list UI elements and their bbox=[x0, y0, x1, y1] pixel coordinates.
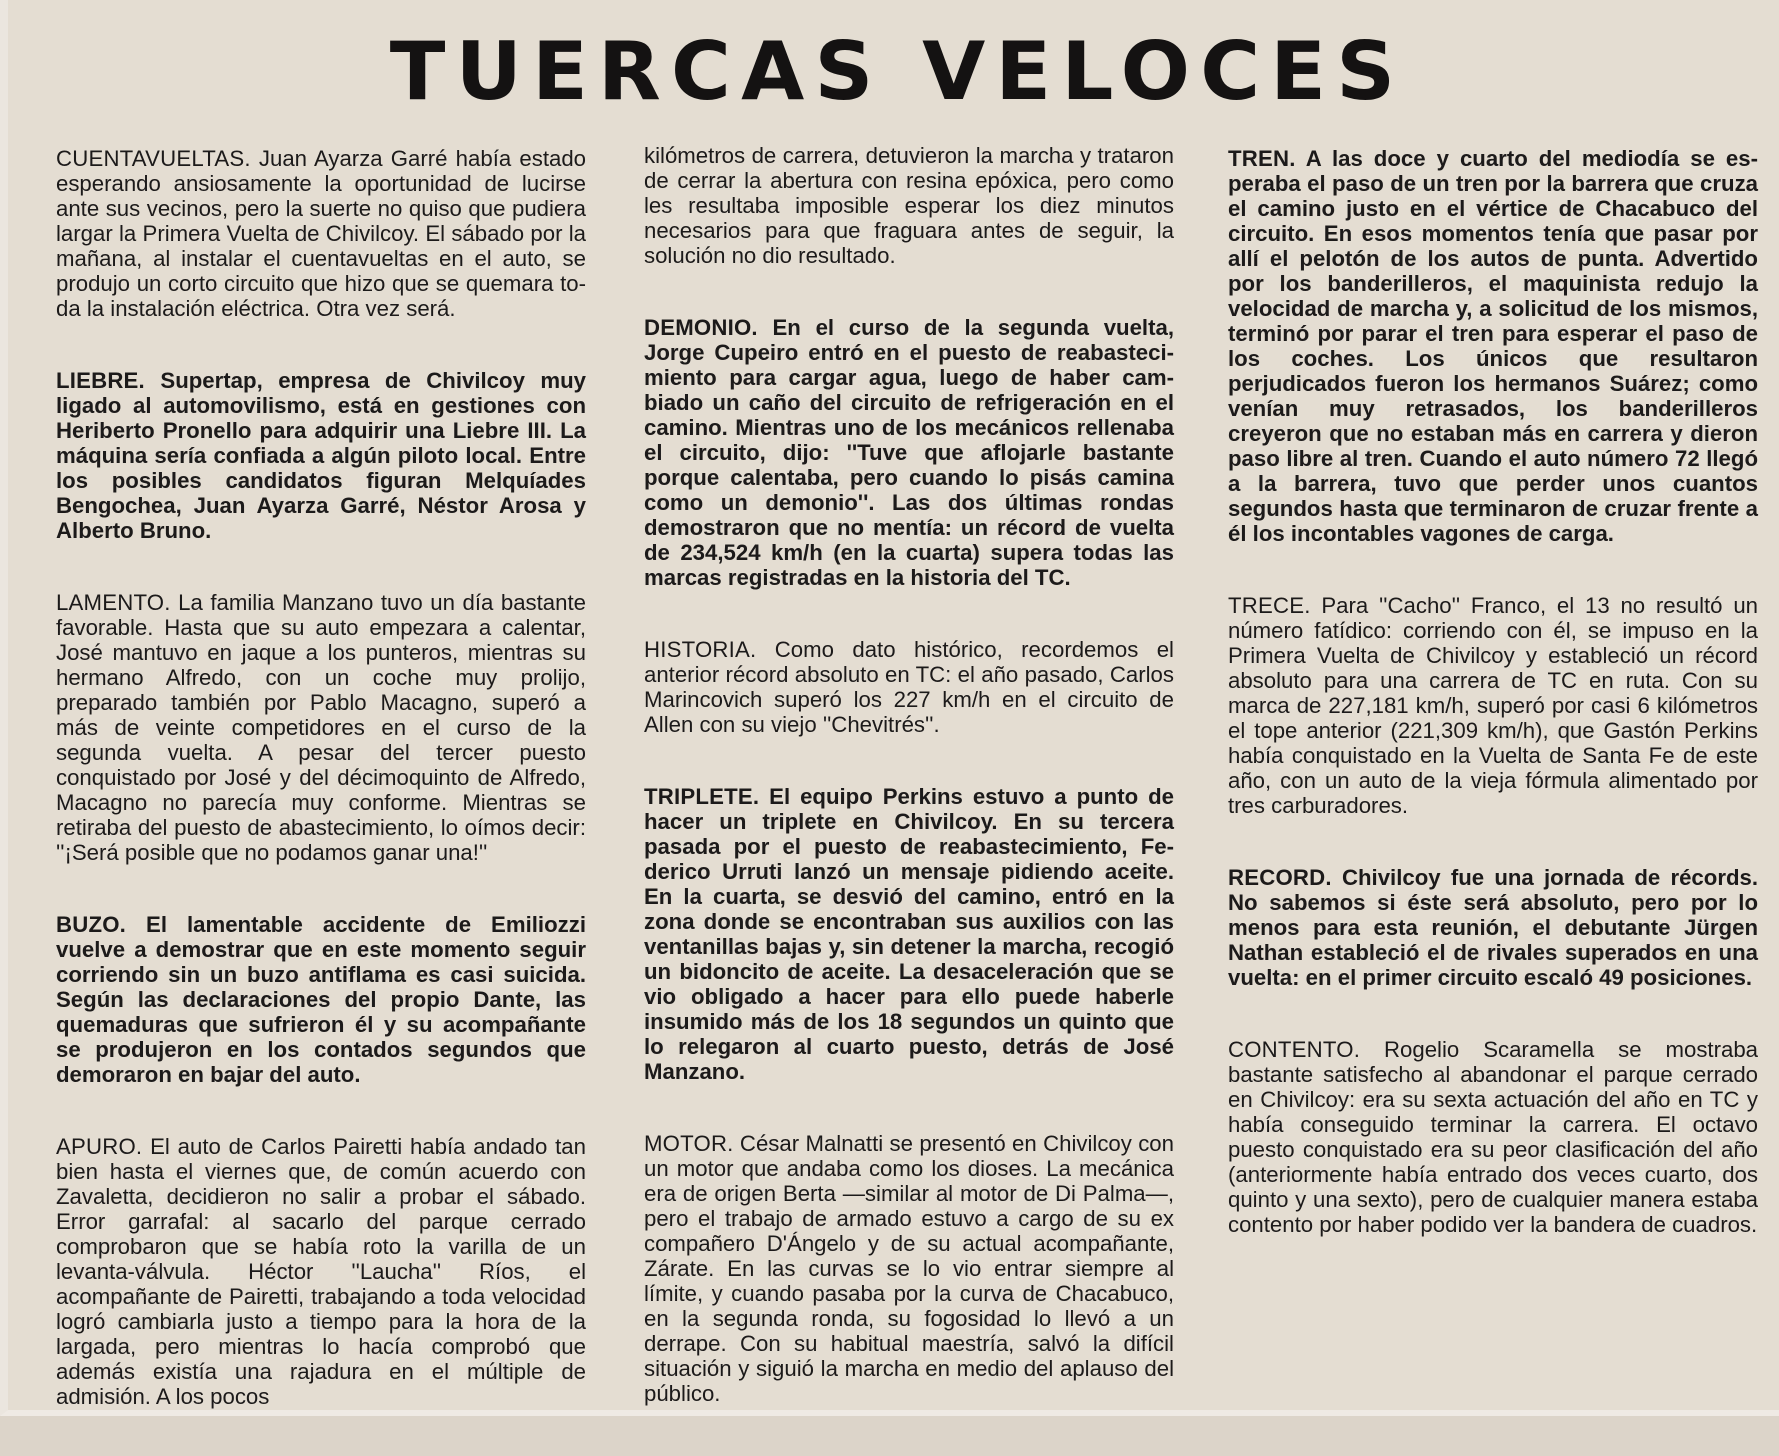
article-keyword: CUENTAVUELTAS. bbox=[56, 146, 251, 171]
article-text: Para ''Cacho'' Franco, el 13 no resultó un número fatídico: corriendo con él, se impuso en la Primera Vuelta de Chivilcoy y estableció un récord absoluto para una carrera de TC en ruta. Con su marca de 227,181 km/h, superó por casi 6 kilómetros el tope anterior (221,309 km/h), que Gastón Perkins había conquistado en la Vuelta de Santa Fe de este año, con un auto de la vieja fórmula alimentado por tres carburadores. bbox=[1228, 593, 1758, 818]
article-item bbox=[1228, 1037, 1758, 1237]
article-text: La familia Manzano tuvo un día bastante favorable. Hasta que su auto empezara a calentar, José mantuvo en jaque a los punteros, mientras su hermano Alfredo, con un coche muy prolijo, preparado también por Pablo Macagno, superó a más de veinte competidores en el curso de la segunda vuelta. A pesar del tercer puesto conquistado por José y del décimoquinto de Alfredo, Macagno no parecía muy conforme. Mientras se retiraba del puesto de abastecimiento, lo oímos decir: ''¡Será posible que no podamos ganar una!'' bbox=[56, 590, 586, 865]
article-keyword: LAMENTO. bbox=[56, 590, 171, 615]
column-1 bbox=[56, 146, 586, 1456]
article-keyword: BUZO. bbox=[56, 912, 127, 937]
article-text: El auto de Carlos Pairetti había andado tan bien hasta el viernes que, de común acuerdo con Zavaletta, decidieron no salir a probar el sábado. Error garrafal: al sacarlo del parque cerrado comprobaron que se había roto la varilla de un levanta-válvula. Héctor ''Laucha'' Ríos, el acompañante de Pairetti, trabajando a toda velocidad logró cambiarla justo a tiempo para la hora de la largada, pero mientras lo hacía comprobó que además existía una rajadura en el múltiple de admisión. A los pocos bbox=[56, 1134, 586, 1409]
article-keyword: LIEBRE. bbox=[56, 368, 145, 393]
article-text: Rogelio Scaramella se mostraba bastante satisfecho al abandonar el parque cerrado en Chivilcoy: era su sexta actuación del año en TC y había conseguido terminar la carrera. El octavo puesto conquistado era su peor clasificación del año (anteriormente había entrado dos veces cuarto, dos quinto y una sexto), pero de cualquier manera estaba contento por haber podido ver la bandera de cuadros. bbox=[1228, 1037, 1758, 1237]
article-item bbox=[644, 637, 1174, 737]
article-item bbox=[644, 143, 1174, 268]
column-3 bbox=[1228, 146, 1758, 1284]
column-2 bbox=[644, 143, 1174, 1453]
article-text: A las doce y cuarto del mediodía se esperaba el paso de un tren por la barrera que cruza el camino justo en el vértice de Chacabuco del circuito. En esos momentos tenía que pasar por allí el pelotón de los autos de punta. Advertido por los banderilleros, el maquinista redujo la velocidad de marcha y, a solicitud de los mismos, terminó por parar el tren para esperar el paso de los coches. Los únicos que resultaron perjudicados fueron los hermanos Suárez; como venían muy retrasados, los banderilleros creyeron que no estaban más en carrera y dieron paso libre al tren. Cuando el auto número 72 llegó a la barrera, tuvo que perder unos cuantos segundos hasta que terminaron de cruzar frente a él los incontables vagones de carga. bbox=[1228, 146, 1758, 546]
article-text: Como dato histórico, recordemos el anterior récord absoluto en TC: el año pasado, Carlos Marincovich superó los 227 km/h en el circuito de Allen con su viejo ''Chevitrés''. bbox=[644, 637, 1174, 737]
article-item bbox=[56, 1134, 586, 1409]
article-keyword: RECORD. bbox=[1228, 865, 1332, 890]
article-item bbox=[56, 590, 586, 865]
article-item bbox=[1228, 593, 1758, 818]
article-item bbox=[644, 315, 1174, 590]
article-keyword: APURO. bbox=[56, 1134, 143, 1159]
article-keyword: TRIPLETE. bbox=[644, 784, 760, 809]
article-item bbox=[644, 1131, 1174, 1406]
article-text: El lamentable accidente de Emiliozzi vuelve a demostrar que en este momento seguir corriendo sin un buzo antiflama es casi suicida. Según las declaraciones del propio Dante, las quemaduras que sufrieron él y su acompañante se produjeron en los contados segundos que demoraron en bajar del auto. bbox=[56, 912, 586, 1087]
article-item bbox=[1228, 146, 1758, 546]
article-keyword: MOTOR. bbox=[644, 1131, 734, 1156]
article-keyword: TREN. bbox=[1228, 146, 1296, 171]
article-text: Juan Ayarza Garré había estado esperando ansiosamente la oportunidad de lucirse ante sus vecinos, pero la suerte no quiso que pudiera largar la Primera Vuelta de Chivilcoy. El sábado por la mañana, al instalar el cuentavueltas en el auto, se produjo un corto circuito que hizo que se quemara toda la instalación eléctrica. Otra vez será. bbox=[56, 146, 586, 321]
article-text: kilómetros de carrera, detuvieron la marcha y trataron de cerrar la abertura con resina epóxica, pero como les resultaba imposible esperar los diez minutos necesarios para que fraguara antes de seguir, la solución no dio resultado. bbox=[644, 143, 1174, 268]
article-item bbox=[644, 784, 1174, 1084]
article-item bbox=[56, 146, 586, 321]
article-keyword: CONTENTO. bbox=[1228, 1037, 1361, 1062]
article-item bbox=[56, 368, 586, 543]
article-text: El equipo Perkins estuvo a punto de hacer un triplete en Chivilcoy. En su tercera pasada por el puesto de reabastecimiento, Federico Urruti lanzó un mensaje pidiendo aceite. En la cuarta, se desvió del camino, entró en la zona donde se encontraban sus auxilios con las ventanillas bajas y, sin detener la marcha, recogió un bidoncito de aceite. La desaceleración que se vio obligado a hacer para ello puede haberle insumido más de los 18 segundos un quinto que lo relegaron al cuarto puesto, detrás de José Manzano. bbox=[644, 784, 1175, 1084]
article-text: Chivilcoy fue una jornada de récords. No sabemos si éste será absoluto, pero por lo menos para esta reunión, el debutante Jürgen Nathan estableció el de rivales superados en una vuelta: en el primer circuito escaló 49 posiciones. bbox=[1228, 865, 1759, 990]
article-keyword: HISTORIA. bbox=[644, 637, 757, 662]
article-keyword: TRECE. bbox=[1228, 593, 1311, 618]
article-item bbox=[1228, 865, 1758, 990]
article-text: César Malnatti se presentó en Chivilcoy con un motor que andaba como los dioses. La mecánica era de origen Berta —similar al motor de Di Palma—, pero el trabajo de armado estuvo a cargo de su ex compañero D'Ángelo y de su actual acompañante, Zárate. En las curvas se lo vio entrar siempre al límite, y cuando pasaba por la curva de Chacabuco, en la segunda ronda, su fogosidad lo llevó a un derrape. Con su habitual maestría, salvó la difícil situación y siguió la marcha en medio del aplauso del público. bbox=[644, 1131, 1174, 1406]
page-title: TUERCAS VELOCES bbox=[389, 25, 1406, 118]
article-item bbox=[56, 912, 586, 1087]
article-text: Supertap, empresa de Chivilcoy muy ligado al automovilismo, está en gestiones con Heriberto Pronello para adquirir una Liebre III. La máquina sería confiada a algún piloto local. Entre los posibles candidatos figuran Melquíades Bengochea, Juan Ayarza Garré, Néstor Arosa y Alberto Bruno. bbox=[56, 368, 586, 543]
article-keyword: DEMONIO. bbox=[644, 315, 758, 340]
article-text: En el curso de la segunda vuelta, Jorge Cupeiro entró en el puesto de reabastecimiento para cargar agua, luego de haber cambiado un caño del circuito de refrigeración en el camino. Mientras uno de los mecánicos rellenaba el circuito, dijo: ''Tuve que aflojarle bastante porque calentaba, pero cuando lo pisás camina como un demonio''. Las dos últimas rondas demostraron que no mentía: un récord de vuelta de 234,524 km/h (en la cuarta) supera todas las marcas registradas en la historia del TC. bbox=[644, 315, 1174, 590]
